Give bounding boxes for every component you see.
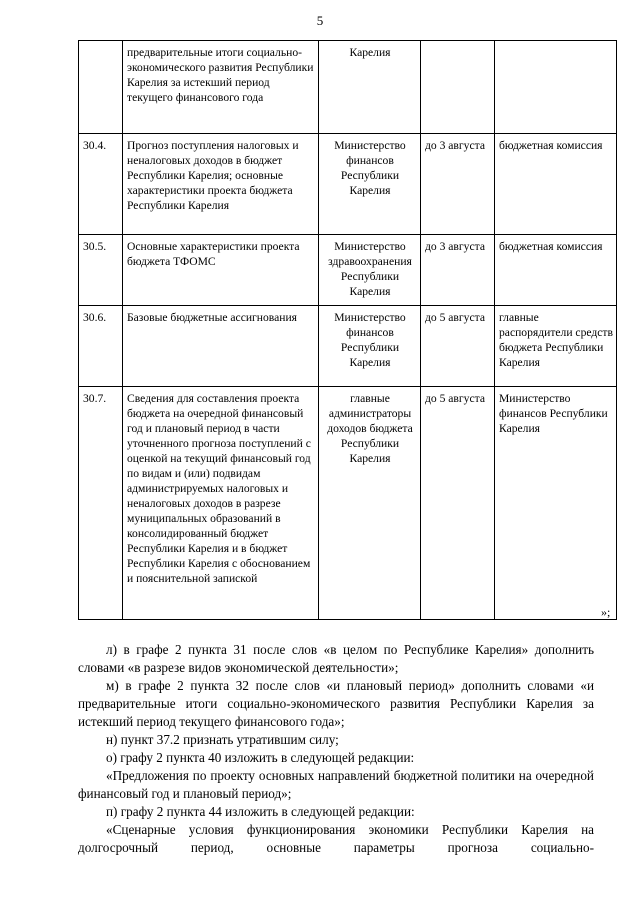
row-number-cell — [79, 41, 123, 134]
table-row — [79, 387, 617, 620]
row-recipient-cell: бюджетная комиссия — [495, 235, 617, 306]
row-description-cell: Сведения для составления проекта бюджета на очередной финансовый год и плановый период в части уточненного прогноза поступлений с оценкой на текущий финансовый год по видам и (или) подвидам администрируемых налоговых и неналоговых доходов в разрезе муниципальных образований в консолидированный бюджет Республики Карелия и в бюджет Республики Карелия с обоснованием и пояснительной запиской — [123, 387, 319, 620]
amendment-l: л) в графе 2 пункта 31 после слов «в целом по Республике Карелия» дополнить словами «в разрезе видов экономической деятельности»; — [78, 642, 594, 675]
table-row — [79, 306, 617, 387]
amendment-m: м) в графе 2 пункта 32 после слов «и плановый период» дополнить словами «и предварительные итоги социально-экономического развития Республики Карелия за истекший период текущего финансового года»; — [78, 678, 594, 729]
row-number-cell: 30.5. — [79, 235, 123, 306]
table-closing-quote: »; — [601, 605, 611, 619]
amendment-p-quote: «Сценарные условия функционирования экономики Республики Карелия на долгосрочный период, основные параметры прогноза социально- — [78, 822, 594, 855]
table-row — [79, 134, 617, 235]
amendment-p: п) графу 2 пункта 44 изложить в следующей редакции: — [106, 804, 415, 819]
row-responsible-cell: главные администраторы доходов бюджета Республики Карелия — [319, 387, 421, 620]
table-row — [79, 235, 617, 306]
row-number-cell: 30.7. — [79, 387, 123, 620]
row-recipient-cell: бюджетная комиссия — [495, 134, 617, 235]
row-recipient-cell — [495, 41, 617, 134]
row-recipient-cell: главные распорядители средств бюджета Республики Карелия — [495, 306, 617, 387]
row-recipient-cell: Министерство финансов Республики Карелия — [495, 387, 617, 620]
amendment-o-quote: «Предложения по проекту основных направлений бюджетной политики на очередной финансовый год и плановый период»; — [78, 768, 594, 801]
row-number-cell: 30.4. — [79, 134, 123, 235]
row-deadline-cell: до 3 августа — [421, 134, 495, 235]
row-responsible-cell: Карелия — [319, 41, 421, 134]
table-row — [79, 41, 617, 134]
row-responsible-cell: Министерство здравоохранения Республики Карелия — [319, 235, 421, 306]
amendment-n: н) пункт 37.2 признать утратившим силу; — [106, 732, 339, 747]
row-description-cell: Прогноз поступления налоговых и неналоговых доходов в бюджет Республики Карелия; основные характеристики проекта бюджета Республики Карелия — [123, 134, 319, 235]
row-description-cell: Основные характеристики проекта бюджета ТФОМС — [123, 235, 319, 306]
row-description-cell: Базовые бюджетные ассигнования — [123, 306, 319, 387]
row-responsible-cell: Министерство финансов Республики Карелия — [319, 134, 421, 235]
row-deadline-cell: до 5 августа — [421, 306, 495, 387]
row-deadline-cell — [421, 41, 495, 134]
amendment-o: о) графу 2 пункта 40 изложить в следующей редакции: — [106, 750, 415, 765]
page-number: 5 — [316, 13, 324, 28]
row-description-cell: предварительные итоги социально-экономического развития Республики Карелия за истекший период текущего финансового года — [123, 41, 319, 134]
row-responsible-cell: Министерство финансов Республики Карелия — [319, 306, 421, 387]
row-deadline-cell: до 3 августа — [421, 235, 495, 306]
row-number-cell: 30.6. — [79, 306, 123, 387]
row-deadline-cell: до 5 августа — [421, 387, 495, 620]
schedule-table — [78, 40, 617, 620]
